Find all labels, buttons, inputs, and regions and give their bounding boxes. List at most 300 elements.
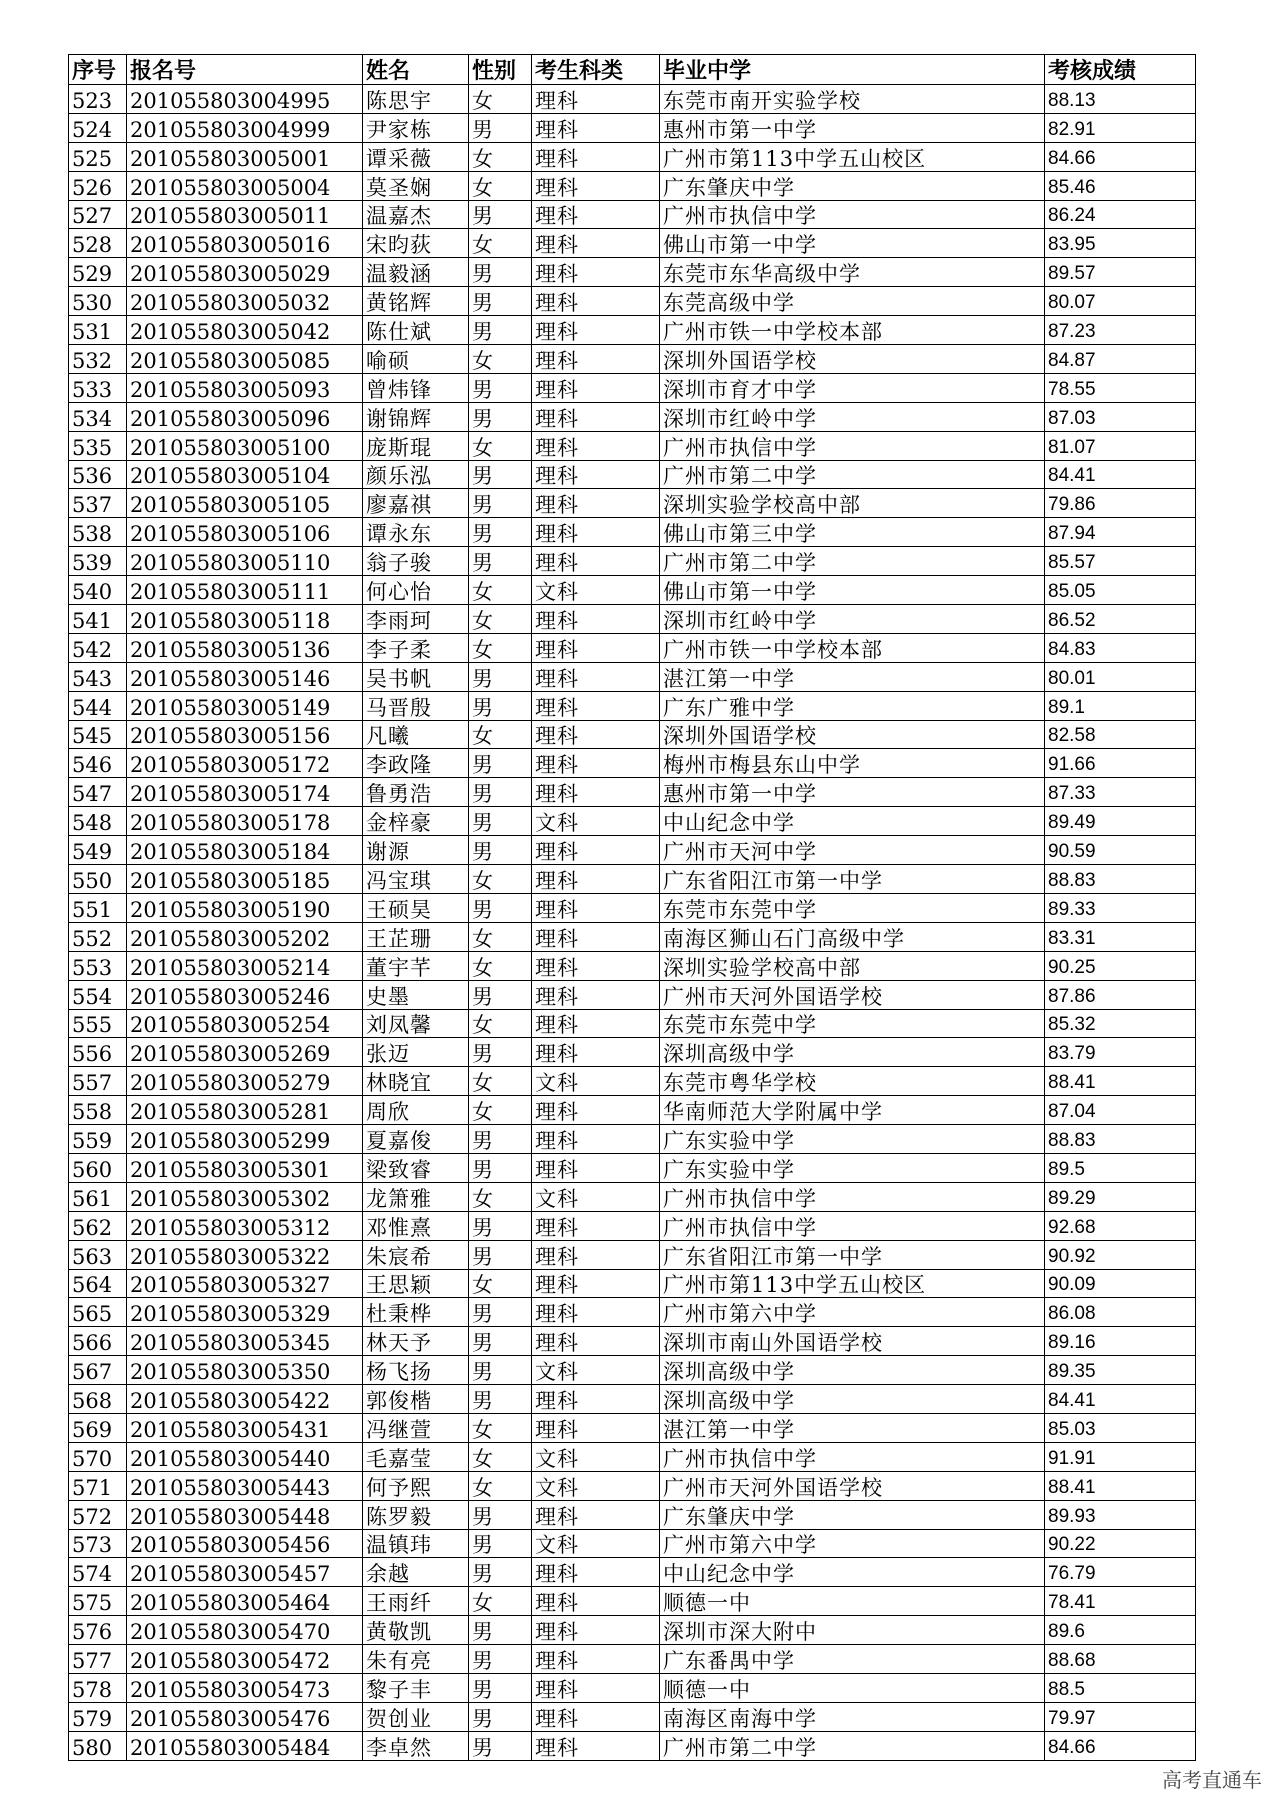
cell-school: 深圳实验学校高中部 (660, 489, 1045, 518)
cell-category: 理科 (532, 633, 660, 662)
cell-school: 深圳市南山外国语学校 (660, 1327, 1045, 1356)
cell-seq: 546 (69, 749, 127, 778)
cell-school: 佛山市第三中学 (660, 518, 1045, 547)
cell-reg-no: 201055803005093 (127, 373, 363, 402)
cell-name: 喻硕 (363, 345, 469, 374)
cell-score: 78.55 (1045, 373, 1196, 402)
cell-seq: 569 (69, 1413, 127, 1442)
cell-gender: 男 (469, 1038, 532, 1067)
table-row (69, 547, 1196, 576)
table-row (69, 1067, 1196, 1096)
cell-category: 理科 (532, 229, 660, 258)
cell-name: 杜秉桦 (363, 1298, 469, 1327)
cell-name: 李雨珂 (363, 605, 469, 634)
cell-score: 90.92 (1045, 1240, 1196, 1269)
cell-gender: 男 (469, 836, 532, 865)
table-row (69, 287, 1196, 316)
cell-category: 文科 (532, 807, 660, 836)
cell-gender: 男 (469, 1673, 532, 1702)
cell-name: 刘凤馨 (363, 1009, 469, 1038)
cell-school: 湛江第一中学 (660, 1413, 1045, 1442)
cell-name: 周欣 (363, 1096, 469, 1125)
header-score: 考核成绩 (1045, 55, 1196, 85)
cell-reg-no: 201055803005281 (127, 1096, 363, 1125)
cell-school: 广州市天河外国语学校 (660, 1471, 1045, 1500)
cell-school: 深圳市红岭中学 (660, 605, 1045, 634)
cell-category: 文科 (532, 1529, 660, 1558)
table-row (69, 720, 1196, 749)
cell-gender: 男 (469, 1558, 532, 1587)
cell-category: 理科 (532, 1500, 660, 1529)
cell-category: 理科 (532, 142, 660, 171)
cell-category: 理科 (532, 1731, 660, 1760)
cell-category: 理科 (532, 547, 660, 576)
cell-gender: 男 (469, 1240, 532, 1269)
cell-score: 89.16 (1045, 1327, 1196, 1356)
cell-seq: 539 (69, 547, 127, 576)
cell-name: 曾炜锋 (363, 373, 469, 402)
cell-name: 冯继萱 (363, 1413, 469, 1442)
header-row (69, 55, 1196, 85)
cell-gender: 男 (469, 1327, 532, 1356)
cell-reg-no: 201055803005184 (127, 836, 363, 865)
table-row (69, 1645, 1196, 1674)
cell-name: 鲁勇浩 (363, 778, 469, 807)
cell-category: 理科 (532, 287, 660, 316)
cell-reg-no: 201055803005156 (127, 720, 363, 749)
cell-reg-no: 201055803005448 (127, 1500, 363, 1529)
cell-gender: 女 (469, 1067, 532, 1096)
cell-seq: 568 (69, 1385, 127, 1414)
cell-score: 88.41 (1045, 1067, 1196, 1096)
cell-category: 理科 (532, 1558, 660, 1587)
cell-seq: 548 (69, 807, 127, 836)
table-row (69, 1182, 1196, 1211)
cell-category: 文科 (532, 1182, 660, 1211)
cell-school: 湛江第一中学 (660, 662, 1045, 691)
score-table (68, 54, 1196, 1761)
cell-school: 广州市天河外国语学校 (660, 980, 1045, 1009)
cell-reg-no: 201055803004995 (127, 85, 363, 114)
table-row (69, 922, 1196, 951)
cell-score: 89.57 (1045, 258, 1196, 287)
cell-gender: 女 (469, 171, 532, 200)
table-row (69, 258, 1196, 287)
cell-school: 深圳市育才中学 (660, 373, 1045, 402)
cell-score: 89.6 (1045, 1616, 1196, 1645)
cell-name: 林天予 (363, 1327, 469, 1356)
table-row (69, 605, 1196, 634)
cell-seq: 550 (69, 865, 127, 894)
cell-reg-no: 201055803005111 (127, 576, 363, 605)
table-row (69, 1587, 1196, 1616)
table-row (69, 1153, 1196, 1182)
cell-name: 李卓然 (363, 1731, 469, 1760)
table-row (69, 1529, 1196, 1558)
cell-score: 86.24 (1045, 200, 1196, 229)
cell-reg-no: 201055803005299 (127, 1125, 363, 1154)
cell-reg-no: 201055803005254 (127, 1009, 363, 1038)
cell-reg-no: 201055803005106 (127, 518, 363, 547)
cell-seq: 547 (69, 778, 127, 807)
cell-score: 81.07 (1045, 431, 1196, 460)
cell-gender: 男 (469, 547, 532, 576)
cell-reg-no: 201055803005214 (127, 951, 363, 980)
cell-seq: 577 (69, 1645, 127, 1674)
cell-seq: 578 (69, 1673, 127, 1702)
cell-seq: 558 (69, 1096, 127, 1125)
cell-seq: 552 (69, 922, 127, 951)
cell-score: 90.09 (1045, 1269, 1196, 1298)
cell-name: 梁致睿 (363, 1153, 469, 1182)
cell-name: 王思颖 (363, 1269, 469, 1298)
table-row (69, 200, 1196, 229)
cell-gender: 男 (469, 1731, 532, 1760)
cell-seq: 524 (69, 113, 127, 142)
cell-name: 陈思宇 (363, 85, 469, 114)
cell-score: 89.33 (1045, 893, 1196, 922)
cell-category: 理科 (532, 171, 660, 200)
table-row (69, 460, 1196, 489)
cell-gender: 女 (469, 229, 532, 258)
cell-category: 理科 (532, 1413, 660, 1442)
cell-score: 90.25 (1045, 951, 1196, 980)
cell-school: 中山纪念中学 (660, 1558, 1045, 1587)
cell-seq: 576 (69, 1616, 127, 1645)
cell-score: 87.04 (1045, 1096, 1196, 1125)
cell-school: 东莞市南开实验学校 (660, 85, 1045, 114)
cell-seq: 557 (69, 1067, 127, 1096)
cell-seq: 570 (69, 1442, 127, 1471)
cell-reg-no: 201055803005016 (127, 229, 363, 258)
cell-gender: 男 (469, 518, 532, 547)
cell-gender: 男 (469, 1356, 532, 1385)
cell-gender: 女 (469, 865, 532, 894)
cell-seq: 573 (69, 1529, 127, 1558)
table-row (69, 1125, 1196, 1154)
cell-reg-no: 201055803005269 (127, 1038, 363, 1067)
cell-reg-no: 201055803005029 (127, 258, 363, 287)
cell-name: 张迈 (363, 1038, 469, 1067)
cell-score: 87.94 (1045, 518, 1196, 547)
cell-seq: 555 (69, 1009, 127, 1038)
cell-score: 80.01 (1045, 662, 1196, 691)
cell-score: 80.07 (1045, 287, 1196, 316)
header-school: 毕业中学 (660, 55, 1045, 85)
table-row (69, 402, 1196, 431)
cell-seq: 556 (69, 1038, 127, 1067)
cell-category: 文科 (532, 1442, 660, 1471)
cell-seq: 563 (69, 1240, 127, 1269)
cell-name: 黄铭辉 (363, 287, 469, 316)
cell-reg-no: 201055803005174 (127, 778, 363, 807)
cell-category: 理科 (532, 345, 660, 374)
cell-category: 理科 (532, 951, 660, 980)
cell-name: 陈仕斌 (363, 316, 469, 345)
header-gender: 性别 (469, 55, 532, 85)
cell-name: 陈罗毅 (363, 1500, 469, 1529)
cell-score: 89.29 (1045, 1182, 1196, 1211)
cell-school: 广州市第二中学 (660, 547, 1045, 576)
cell-score: 79.86 (1045, 489, 1196, 518)
cell-gender: 男 (469, 1702, 532, 1731)
cell-score: 88.68 (1045, 1645, 1196, 1674)
cell-seq: 531 (69, 316, 127, 345)
cell-seq: 543 (69, 662, 127, 691)
cell-gender: 女 (469, 431, 532, 460)
cell-school: 广州市执信中学 (660, 1182, 1045, 1211)
header-category: 考生科类 (532, 55, 660, 85)
cell-seq: 538 (69, 518, 127, 547)
cell-score: 88.83 (1045, 865, 1196, 894)
cell-school: 顺德一中 (660, 1587, 1045, 1616)
cell-gender: 女 (469, 605, 532, 634)
cell-score: 86.52 (1045, 605, 1196, 634)
table-row (69, 1702, 1196, 1731)
cell-school: 广东广雅中学 (660, 691, 1045, 720)
table-row (69, 85, 1196, 114)
cell-reg-no: 201055803005085 (127, 345, 363, 374)
cell-score: 88.13 (1045, 85, 1196, 114)
cell-gender: 男 (469, 778, 532, 807)
cell-score: 83.79 (1045, 1038, 1196, 1067)
cell-school: 佛山市第一中学 (660, 229, 1045, 258)
cell-name: 冯宝琪 (363, 865, 469, 894)
cell-name: 谢源 (363, 836, 469, 865)
cell-seq: 525 (69, 142, 127, 171)
cell-gender: 女 (469, 1096, 532, 1125)
cell-score: 91.91 (1045, 1442, 1196, 1471)
cell-reg-no: 201055803005457 (127, 1558, 363, 1587)
cell-school: 广东肇庆中学 (660, 171, 1045, 200)
cell-reg-no: 201055803005443 (127, 1471, 363, 1500)
cell-school: 广东省阳江市第一中学 (660, 865, 1045, 894)
cell-reg-no: 201055803005476 (127, 1702, 363, 1731)
table-row (69, 1616, 1196, 1645)
cell-reg-no: 201055803005431 (127, 1413, 363, 1442)
cell-seq: 528 (69, 229, 127, 258)
cell-gender: 女 (469, 142, 532, 171)
cell-reg-no: 201055803005118 (127, 605, 363, 634)
cell-score: 76.79 (1045, 1558, 1196, 1587)
cell-reg-no: 201055803005172 (127, 749, 363, 778)
cell-category: 文科 (532, 1356, 660, 1385)
cell-score: 78.41 (1045, 1587, 1196, 1616)
cell-seq: 566 (69, 1327, 127, 1356)
cell-name: 何予熙 (363, 1471, 469, 1500)
cell-category: 理科 (532, 836, 660, 865)
cell-category: 理科 (532, 1211, 660, 1240)
cell-gender: 男 (469, 460, 532, 489)
cell-name: 颜乐泓 (363, 460, 469, 489)
cell-score: 85.32 (1045, 1009, 1196, 1038)
cell-school: 广州市执信中学 (660, 1211, 1045, 1240)
cell-category: 理科 (532, 778, 660, 807)
cell-score: 89.5 (1045, 1153, 1196, 1182)
cell-gender: 女 (469, 85, 532, 114)
cell-score: 83.95 (1045, 229, 1196, 258)
cell-reg-no: 201055803005032 (127, 287, 363, 316)
cell-name: 温毅涵 (363, 258, 469, 287)
cell-score: 82.91 (1045, 113, 1196, 142)
table-row (69, 518, 1196, 547)
table-body (69, 85, 1196, 1761)
cell-score: 85.57 (1045, 547, 1196, 576)
cell-school: 深圳高级中学 (660, 1038, 1045, 1067)
cell-school: 华南师范大学附属中学 (660, 1096, 1045, 1125)
cell-name: 郭俊楷 (363, 1385, 469, 1414)
cell-school: 南海区南海中学 (660, 1702, 1045, 1731)
cell-gender: 女 (469, 720, 532, 749)
cell-seq: 536 (69, 460, 127, 489)
cell-seq: 551 (69, 893, 127, 922)
cell-gender: 男 (469, 691, 532, 720)
cell-gender: 男 (469, 258, 532, 287)
cell-school: 广东实验中学 (660, 1153, 1045, 1182)
cell-score: 84.66 (1045, 142, 1196, 171)
cell-reg-no: 201055803005472 (127, 1645, 363, 1674)
table-row (69, 749, 1196, 778)
cell-category: 文科 (532, 1067, 660, 1096)
cell-score: 88.5 (1045, 1673, 1196, 1702)
cell-seq: 572 (69, 1500, 127, 1529)
cell-name: 黄敬凯 (363, 1616, 469, 1645)
cell-category: 理科 (532, 1298, 660, 1327)
cell-school: 广东肇庆中学 (660, 1500, 1045, 1529)
cell-school: 广州市天河中学 (660, 836, 1045, 865)
cell-category: 理科 (532, 980, 660, 1009)
table-row (69, 1442, 1196, 1471)
cell-school: 深圳市红岭中学 (660, 402, 1045, 431)
cell-school: 深圳高级中学 (660, 1385, 1045, 1414)
cell-gender: 男 (469, 1385, 532, 1414)
table-row (69, 1009, 1196, 1038)
cell-score: 87.86 (1045, 980, 1196, 1009)
cell-score: 83.31 (1045, 922, 1196, 951)
cell-gender: 男 (469, 980, 532, 1009)
cell-school: 东莞市东莞中学 (660, 1009, 1045, 1038)
cell-gender: 男 (469, 1211, 532, 1240)
cell-seq: 579 (69, 1702, 127, 1731)
cell-score: 84.87 (1045, 345, 1196, 374)
cell-category: 理科 (532, 1327, 660, 1356)
cell-gender: 男 (469, 662, 532, 691)
cell-reg-no: 201055803005350 (127, 1356, 363, 1385)
table-row (69, 171, 1196, 200)
cell-score: 87.33 (1045, 778, 1196, 807)
cell-name: 谭永东 (363, 518, 469, 547)
cell-reg-no: 201055803005322 (127, 1240, 363, 1269)
cell-reg-no: 201055803005302 (127, 1182, 363, 1211)
cell-reg-no: 201055803005004 (127, 171, 363, 200)
cell-score: 84.66 (1045, 1731, 1196, 1760)
cell-school: 广州市铁一中学校本部 (660, 633, 1045, 662)
cell-school: 深圳实验学校高中部 (660, 951, 1045, 980)
cell-name: 宋昀荻 (363, 229, 469, 258)
table-row (69, 1096, 1196, 1125)
cell-school: 广州市第113中学五山校区 (660, 1269, 1045, 1298)
cell-category: 理科 (532, 1240, 660, 1269)
table-row (69, 778, 1196, 807)
cell-reg-no: 201055803005178 (127, 807, 363, 836)
cell-name: 金梓豪 (363, 807, 469, 836)
cell-score: 85.03 (1045, 1413, 1196, 1442)
table-row (69, 836, 1196, 865)
cell-reg-no: 201055803005110 (127, 547, 363, 576)
cell-name: 庞斯琨 (363, 431, 469, 460)
cell-gender: 女 (469, 1587, 532, 1616)
cell-gender: 男 (469, 373, 532, 402)
cell-name: 李子柔 (363, 633, 469, 662)
table-row (69, 113, 1196, 142)
cell-reg-no: 201055803005190 (127, 893, 363, 922)
cell-category: 理科 (532, 691, 660, 720)
cell-name: 史墨 (363, 980, 469, 1009)
cell-reg-no: 201055803005105 (127, 489, 363, 518)
cell-category: 理科 (532, 865, 660, 894)
cell-seq: 549 (69, 836, 127, 865)
table-row (69, 1471, 1196, 1500)
table-row (69, 893, 1196, 922)
cell-seq: 535 (69, 431, 127, 460)
cell-name: 朱宸希 (363, 1240, 469, 1269)
cell-name: 毛嘉莹 (363, 1442, 469, 1471)
cell-score: 88.41 (1045, 1471, 1196, 1500)
table-row (69, 1211, 1196, 1240)
cell-category: 理科 (532, 402, 660, 431)
cell-seq: 553 (69, 951, 127, 980)
table-row (69, 807, 1196, 836)
cell-gender: 女 (469, 1009, 532, 1038)
cell-seq: 529 (69, 258, 127, 287)
cell-school: 广州市第二中学 (660, 1731, 1045, 1760)
cell-school: 广州市第六中学 (660, 1529, 1045, 1558)
cell-seq: 561 (69, 1182, 127, 1211)
cell-school: 中山纪念中学 (660, 807, 1045, 836)
cell-gender: 女 (469, 633, 532, 662)
cell-name: 凡曦 (363, 720, 469, 749)
cell-name: 尹家栋 (363, 113, 469, 142)
cell-gender: 女 (469, 1471, 532, 1500)
table-row (69, 1558, 1196, 1587)
cell-seq: 580 (69, 1731, 127, 1760)
cell-name: 马晋殷 (363, 691, 469, 720)
cell-name: 温嘉杰 (363, 200, 469, 229)
cell-seq: 560 (69, 1153, 127, 1182)
cell-gender: 男 (469, 893, 532, 922)
cell-category: 理科 (532, 460, 660, 489)
cell-category: 理科 (532, 893, 660, 922)
cell-seq: 542 (69, 633, 127, 662)
table-row (69, 373, 1196, 402)
cell-gender: 男 (469, 316, 532, 345)
cell-reg-no: 201055803005202 (127, 922, 363, 951)
cell-category: 理科 (532, 1385, 660, 1414)
cell-name: 莫圣娴 (363, 171, 469, 200)
cell-category: 理科 (532, 200, 660, 229)
cell-school: 惠州市第一中学 (660, 113, 1045, 142)
cell-name: 谭采薇 (363, 142, 469, 171)
table-row (69, 865, 1196, 894)
cell-school: 广州市第二中学 (660, 460, 1045, 489)
cell-score: 89.35 (1045, 1356, 1196, 1385)
cell-category: 理科 (532, 605, 660, 634)
cell-school: 深圳高级中学 (660, 1356, 1045, 1385)
cell-gender: 男 (469, 1298, 532, 1327)
cell-name: 王芷珊 (363, 922, 469, 951)
cell-seq: 526 (69, 171, 127, 200)
table-row (69, 142, 1196, 171)
